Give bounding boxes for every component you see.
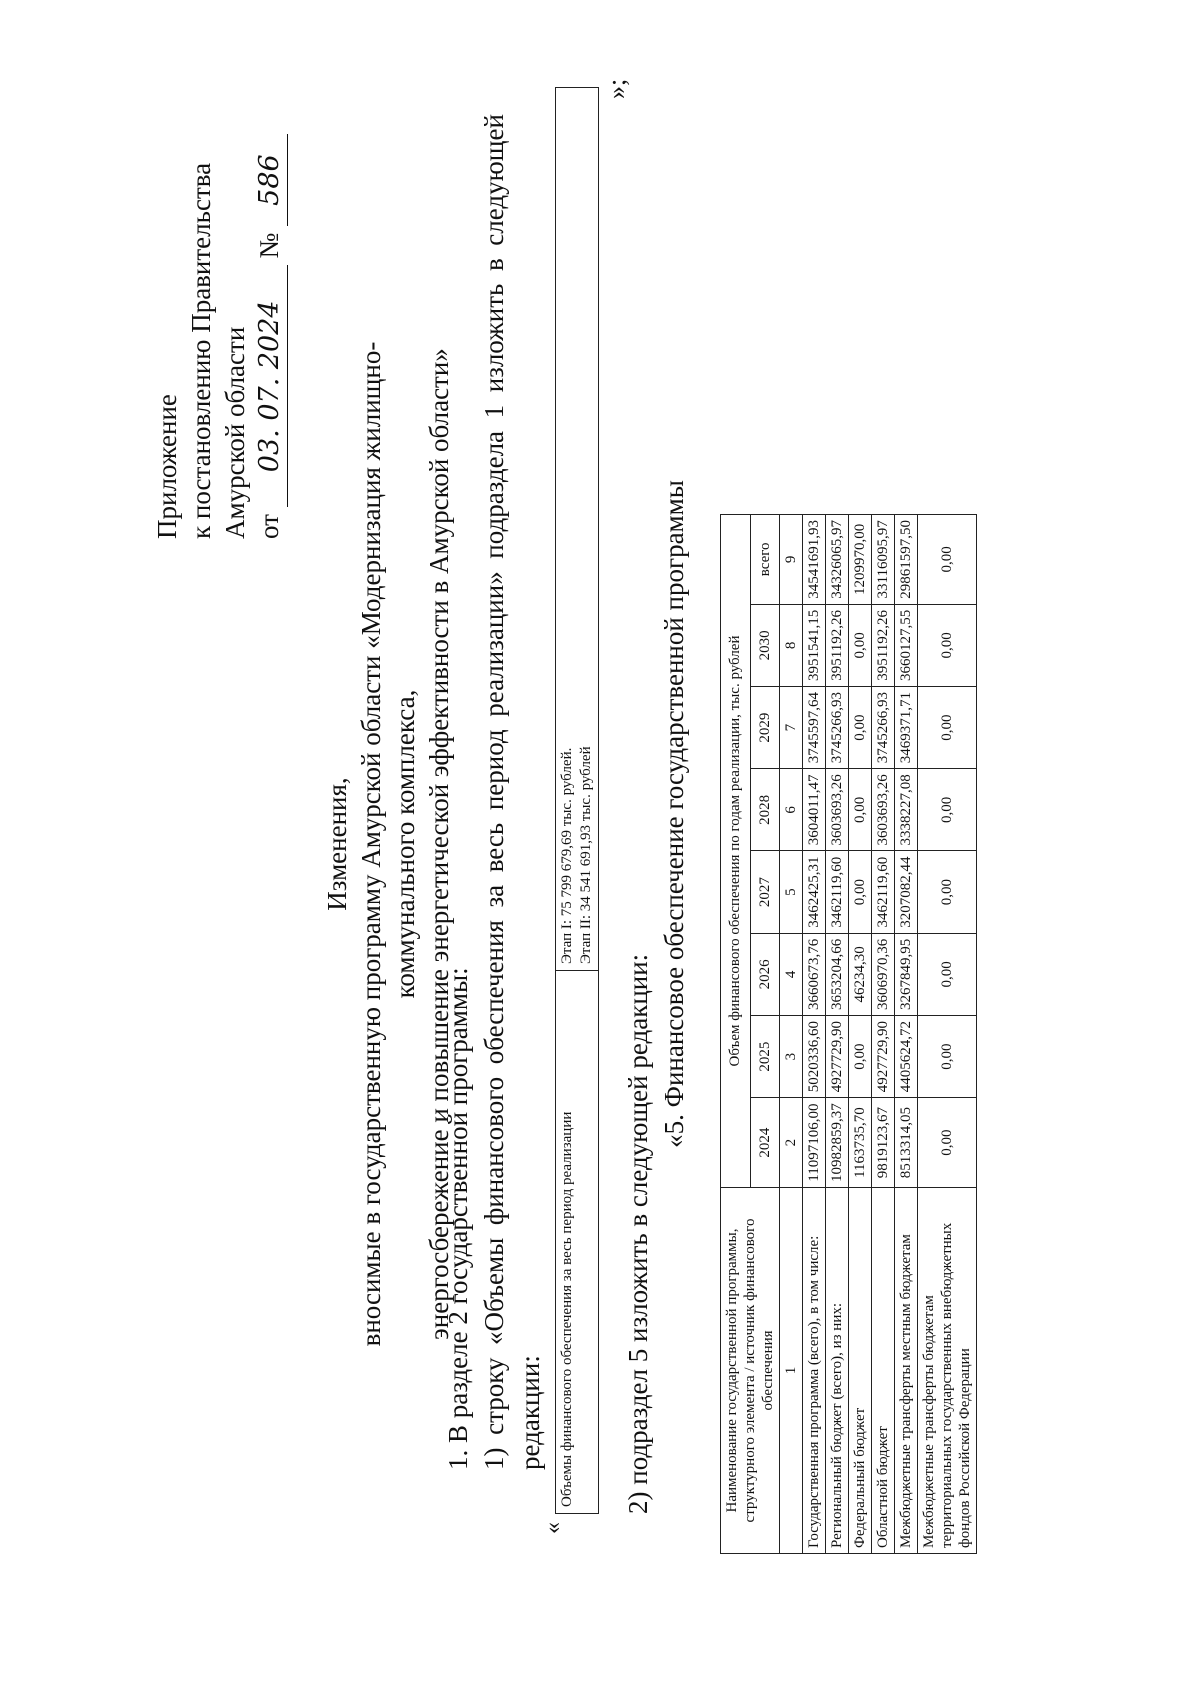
finance-table [720,514,977,1554]
row-value: 0,00 [849,769,872,851]
row-value: 3745597,64 [803,687,826,769]
row-value: 0,00 [918,1098,977,1188]
row-value: 3267849,95 [895,933,918,1015]
row-value: 46234,30 [849,933,872,1015]
row-value: 0,00 [849,1016,872,1098]
row-value: 3462119,60 [826,851,849,933]
year-header: 2027 [750,851,780,933]
row-value: 0,00 [918,515,977,605]
table-row [803,515,826,1554]
row-value: 29861597,50 [895,515,918,605]
row-value: 10982859,37 [826,1098,849,1188]
scope-stage-1: Этап I: 75 799 679,69 тыс. рублей. [559,747,575,964]
appendix-title: Приложение [152,394,182,539]
row-name: Областной бюджет [872,1188,895,1554]
column-index: 9 [780,515,803,605]
row-value: 0,00 [918,933,977,1015]
handwritten-date: 03. 07. 2024 [253,265,288,507]
row-value: 3207082,44 [895,851,918,933]
header-volume: Объем финансового обеспечения по годам реализации, тыс. рублей [721,515,751,1188]
section-2-item: 2) подраздел 5 изложить в следующей редакции: [623,953,653,1514]
section-2-subtitle: «5. Финансовое обеспечение государственной программы [659,480,689,1148]
scope-stage-2: Этап II: 34 541 691,93 тыс. рублей [578,746,594,964]
row-value: 3745266,93 [872,687,895,769]
row-value: 8513314,05 [895,1098,918,1188]
year-header: 2028 [750,769,780,851]
appendix-block [150,19,288,539]
row-value: 34541691,93 [803,515,826,605]
row-value: 0,00 [918,604,977,686]
row-value: 0,00 [849,687,872,769]
appendix-resolution: к постановлению Правительства [186,162,216,539]
quote-open: « [540,1522,566,1534]
header-name: Наименование государственной программы, структурного элемента / источник финансового обеспечения [721,1188,780,1554]
row-value: 0,00 [849,851,872,933]
table-row [826,515,849,1554]
row-value: 5020336,60 [803,1016,826,1098]
row-value: 3660127,55 [895,604,918,686]
quote-close: »; [602,78,631,99]
title-line-1: вносимые в государственную программу Амурской области «Модернизация жилищно-коммунального комплекса, [356,341,420,1347]
table-row [918,515,977,1554]
row-value: 3462425,31 [803,851,826,933]
year-header: 2026 [750,933,780,1015]
appendix-date-line [252,19,288,539]
row-name: Федеральный бюджет [849,1188,872,1554]
row-value: 3660673,76 [803,933,826,1015]
finance-body [803,515,977,1554]
scope-row [556,88,599,1514]
row-value: 0,00 [918,687,977,769]
row-value: 3338227,08 [895,769,918,851]
row-value: 3951192,26 [872,604,895,686]
row-value: 3745266,93 [826,687,849,769]
finance-header-row [721,515,751,1554]
row-value: 3951192,26 [826,604,849,686]
row-value: 4927729,90 [826,1016,849,1098]
section-1-subitem: 1) строку «Объемы финансового обеспечения за весь период реализации» подраздела 1 изложить в следующей редакции: [479,114,545,1470]
column-index: 1 [780,1188,803,1554]
column-index: 8 [780,604,803,686]
row-value: 3603693,26 [826,769,849,851]
row-value: 1209970,00 [849,515,872,605]
from-prefix: от [254,514,284,539]
row-value: 34326065,97 [826,515,849,605]
year-header: 2024 [750,1098,780,1188]
year-header: 2030 [750,604,780,686]
row-value: 0,00 [849,604,872,686]
table-row [872,515,895,1554]
index-row [780,515,803,1554]
row-value: 3462119,60 [872,851,895,933]
row-name: Региональный бюджет (всего), из них: [826,1188,849,1554]
row-value: 3469371,71 [895,687,918,769]
row-value: 3603693,26 [872,769,895,851]
document-title [320,294,456,1394]
row-value: 3604011,47 [803,769,826,851]
row-value: 3951541,15 [803,604,826,686]
column-index: 3 [780,1016,803,1098]
column-index: 5 [780,851,803,933]
year-header: всего [750,515,780,605]
column-index: 2 [780,1098,803,1188]
row-value: 3653204,66 [826,933,849,1015]
section-1-item: 1. В разделе 2 государственной программы: [443,967,473,1470]
column-index: 6 [780,769,803,851]
scope-table [555,87,599,1514]
row-value: 0,00 [918,769,977,851]
row-value: 1163735,70 [849,1098,872,1188]
scope-label: Объемы финансового обеспечения за весь период реализации [556,971,599,1514]
table-row [895,515,918,1554]
title-line-2: энергосбережение и повышение энергетической эффективности в Амурской области» [424,348,454,1340]
title-heading: Изменения, [322,777,352,911]
column-index: 7 [780,687,803,769]
row-name: Межбюджетные трансферты местным бюджетам [895,1188,918,1554]
handwritten-number: 586 [253,134,288,226]
year-header: 2029 [750,687,780,769]
row-value: 3606970,36 [872,933,895,1015]
table-row [849,515,872,1554]
row-value: 4405624,72 [895,1016,918,1098]
row-value: 0,00 [918,851,977,933]
row-name: Межбюджетные трансферты бюджетам территориальных государственных внебюджетных фондов Российской Федерации [918,1188,977,1554]
row-value: 11097106,00 [803,1098,826,1188]
column-index: 4 [780,933,803,1015]
row-value: 4927729,90 [872,1016,895,1098]
row-value: 9819123,67 [872,1098,895,1188]
row-name: Государственная программа (всего), в том числе: [803,1188,826,1554]
row-value: 0,00 [918,1016,977,1098]
number-label: № [254,232,284,259]
row-value: 33116095,97 [872,515,895,605]
section-1 [440,114,548,1514]
scope-value [556,88,599,971]
year-header: 2025 [750,1016,780,1098]
appendix-region: Амурской области [220,326,250,539]
section-2 [620,114,692,1514]
